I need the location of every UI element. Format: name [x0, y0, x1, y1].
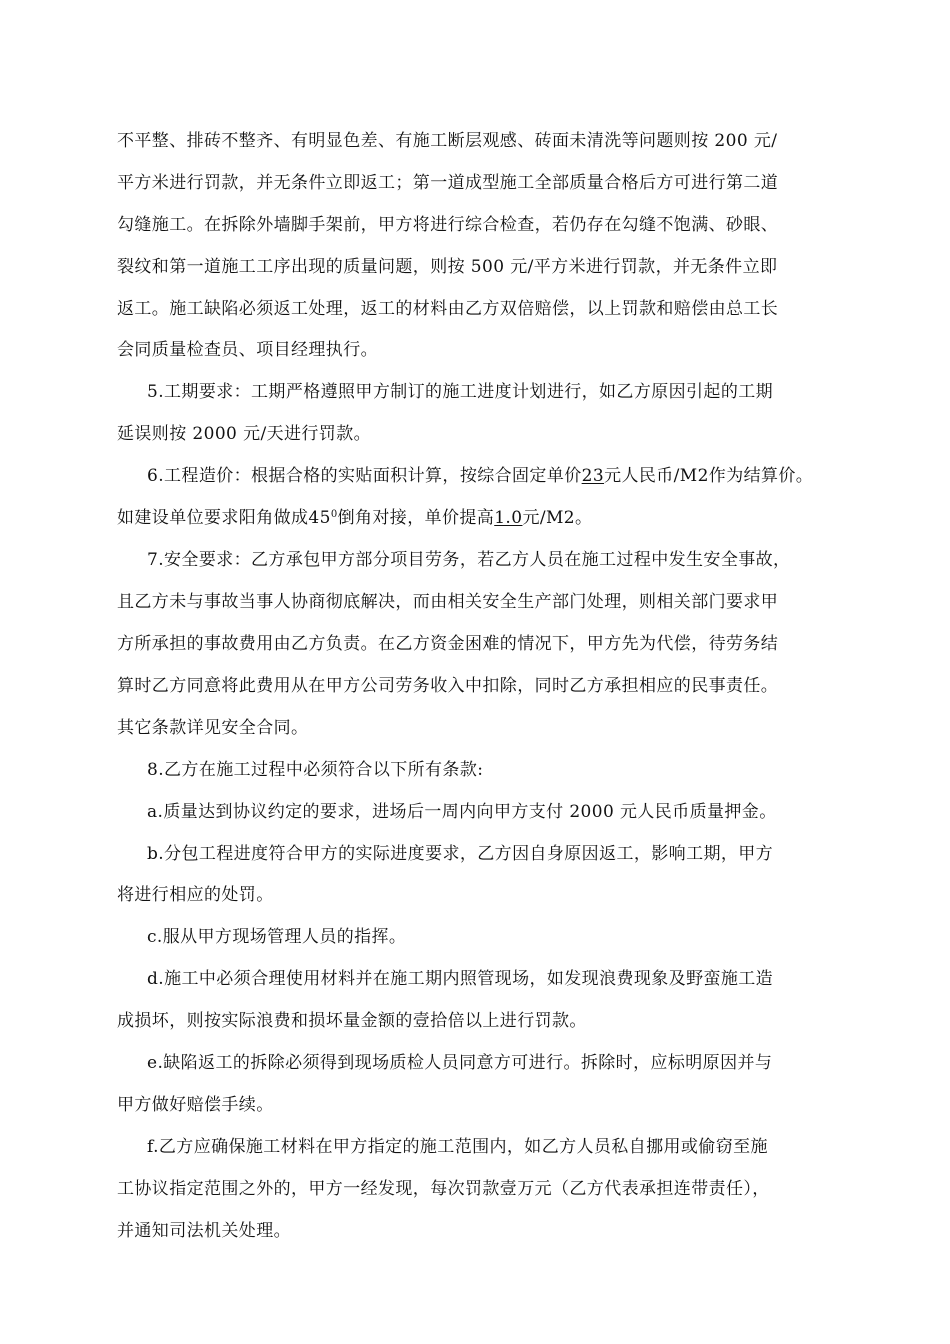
clause-5-title: 5.工期要求：工期严格遵照甲方制订的施工进度计划进行，如乙方原因引起的工期 — [147, 382, 774, 402]
price-suffix: 元人民币/M2作为结算价。 — [604, 466, 814, 486]
item-e: e.缺陷返工的拆除必须得到现场质检人员同意方可进行。拆除时，应标明原因并与 — [147, 1053, 773, 1073]
clause-6-title — [147, 465, 857, 487]
item-d: d.施工中必须合理使用材料并在施工期内照管现场，如发现浪费现象及野蛮施工造 — [147, 969, 774, 989]
angle-suffix: 元/M2。 — [522, 508, 593, 528]
unit-price: 23 — [581, 466, 605, 486]
text-line: 且乙方未与事故当事人协商彻底解决，而由相关安全生产部门处理，则相关部门要求甲 — [117, 592, 779, 612]
text-line: 甲方做好赔偿手续。 — [117, 1095, 274, 1115]
text-line: 裂纹和第一道施工工序出现的质量问题，则按 500 元/平方米进行罚款，并无条件立即 — [117, 257, 778, 277]
text-line: 不平整、排砖不整齐、有明显色差、有施工断层观感、砖面未清洗等问题则按 200 元/ — [117, 131, 778, 151]
text-line — [117, 507, 857, 529]
text-line: 算时乙方同意将此费用从在甲方公司劳务收入中扣除，同时乙方承担相应的民事责任。 — [117, 676, 779, 696]
angle-prefix: 如建设单位要求阳角做成45 — [117, 508, 331, 528]
price-prefix: 6.工程造价：根据合格的实贴面积计算，按综合固定单价 — [147, 466, 582, 486]
item-c: c.服从甲方现场管理人员的指挥。 — [147, 927, 407, 947]
clause-7-title: 7.安全要求：乙方承包甲方部分项目劳务，若乙方人员在施工过程中发生安全事故， — [147, 550, 791, 570]
angle-middle: 倒角对接，单价提高 — [337, 508, 495, 528]
text-line: 延误则按 2000 元/天进行罚款。 — [117, 424, 371, 444]
price-increase: 1.0 — [494, 508, 523, 528]
clause-8-title: 8.乙方在施工过程中必须符合以下所有条款: — [147, 760, 484, 780]
text-line: 将进行相应的处罚。 — [117, 885, 274, 905]
text-line: 返工。施工缺陷必须返工处理，返工的材料由乙方双倍赔偿，以上罚款和赔偿由总工长 — [117, 299, 779, 319]
text-line: 平方米进行罚款，并无条件立即返工；第一道成型施工全部质量合格后方可进行第二道 — [117, 173, 779, 193]
text-line: 会同质量检查员、项目经理执行。 — [117, 340, 378, 360]
text-line: 其它条款详见安全合同。 — [117, 718, 309, 738]
item-f: f.乙方应确保施工材料在甲方指定的施工范围内，如乙方人员私自挪用或偷窃至施 — [147, 1137, 768, 1157]
text-line: 工协议指定范围之外的，甲方一经发现，每次罚款壹万元（乙方代表承担连带责任）， — [117, 1179, 770, 1199]
text-line: 方所承担的事故费用由乙方负责。在乙方资金困难的情况下，甲方先为代偿，待劳务结 — [117, 634, 779, 654]
item-a: a.质量达到协议约定的要求，进场后一周内向甲方支付 2000 元人民币质量押金。 — [147, 802, 777, 822]
item-b: b.分包工程进度符合甲方的实际进度要求，乙方因自身原因返工，影响工期，甲方 — [147, 844, 774, 864]
degree-superscript: 0 — [330, 509, 338, 520]
text-line: 成损坏，则按实际浪费和损坏量金额的壹拾倍以上进行罚款。 — [117, 1011, 587, 1031]
text-line: 勾缝施工。在拆除外墙脚手架前，甲方将进行综合检查，若仍存在勾缝不饱满、砂眼、 — [117, 215, 779, 235]
text-line: 并通知司法机关处理。 — [117, 1221, 291, 1241]
